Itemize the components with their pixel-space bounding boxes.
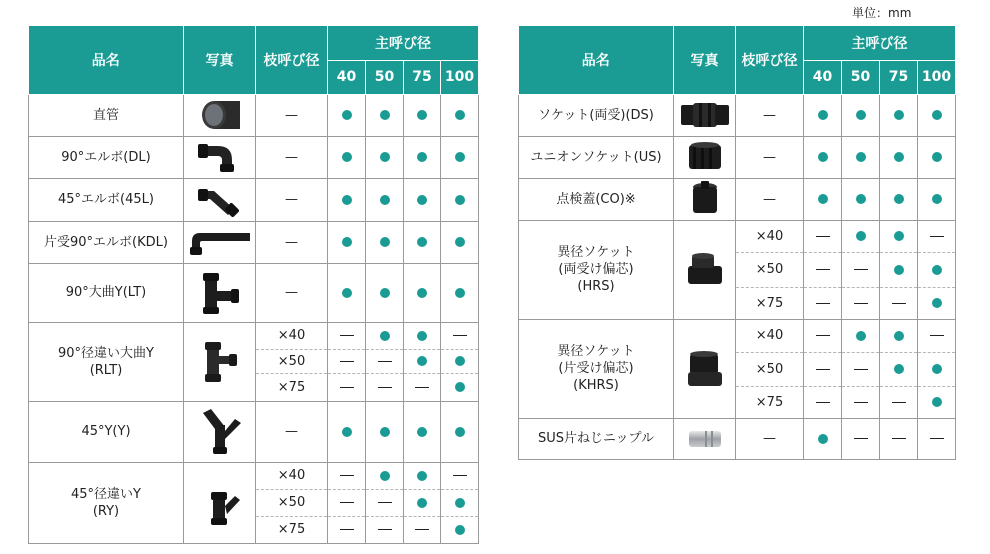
available-dot-icon — [932, 110, 942, 120]
availability-cell-40 — [804, 418, 842, 459]
not-available-dash-icon — [854, 402, 868, 403]
availability-cell-50 — [366, 373, 404, 401]
not-available-dash-icon — [340, 335, 354, 336]
not-available-dash-icon — [892, 438, 906, 439]
available-dot-icon — [342, 195, 352, 205]
available-dot-icon — [455, 110, 465, 120]
availability-cell-100 — [918, 418, 956, 459]
available-dot-icon — [894, 110, 904, 120]
branch-size: ×40 — [736, 319, 804, 352]
availability-cell-40 — [804, 319, 842, 352]
product-photo — [184, 401, 256, 462]
product-name — [519, 220, 674, 319]
available-dot-icon — [342, 427, 352, 437]
header-branch-size: 枝呼び径 — [256, 26, 328, 94]
branch-size: — — [256, 401, 328, 462]
availability-cell-40 — [328, 489, 366, 516]
availability-cell-75 — [880, 319, 918, 352]
product-name — [519, 136, 674, 178]
not-available-dash-icon — [816, 335, 830, 336]
available-dot-icon — [380, 110, 390, 120]
not-available-dash-icon — [378, 502, 392, 503]
table-row — [519, 220, 956, 252]
availability-cell-40 — [804, 252, 842, 287]
product-name-line: 90°エルボ(DL) — [61, 149, 151, 165]
available-dot-icon — [380, 195, 390, 205]
branch-size: — — [256, 221, 328, 263]
availability-cell-100 — [441, 462, 479, 489]
available-dot-icon — [417, 356, 427, 366]
not-available-dash-icon — [378, 529, 392, 530]
available-dot-icon — [894, 231, 904, 241]
product-name — [29, 136, 184, 178]
available-dot-icon — [417, 331, 427, 341]
available-dot-icon — [932, 397, 942, 407]
availability-cell-40 — [328, 136, 366, 178]
branch-size: — — [256, 178, 328, 221]
availability-cell-50 — [366, 322, 404, 349]
branch-size: ×40 — [736, 220, 804, 252]
availability-cell-75 — [880, 252, 918, 287]
not-available-dash-icon — [340, 502, 354, 503]
availability-cell-50 — [366, 136, 404, 178]
available-dot-icon — [932, 364, 942, 374]
availability-cell-40 — [328, 322, 366, 349]
table-row — [519, 418, 956, 459]
product-name-line: 直管 — [92, 107, 119, 123]
availability-cell-40 — [804, 94, 842, 136]
product-photo — [674, 178, 736, 220]
availability-cell-75 — [404, 221, 441, 263]
availability-cell-40 — [328, 349, 366, 373]
not-available-dash-icon — [340, 475, 354, 476]
available-dot-icon — [932, 194, 942, 204]
availability-cell-100 — [441, 373, 479, 401]
availability-cell-75 — [404, 263, 441, 322]
reducing-y-45-icon — [184, 480, 255, 526]
available-dot-icon — [455, 195, 465, 205]
availability-cell-75 — [404, 401, 441, 462]
product-name — [29, 221, 184, 263]
header-size-40: 40 — [804, 60, 842, 94]
product-name — [29, 263, 184, 322]
not-available-dash-icon — [378, 361, 392, 362]
available-dot-icon — [417, 471, 427, 481]
product-name-line: 45°Y(Y) — [81, 424, 131, 439]
product-name-line: 点検蓋(CO)※ — [556, 191, 636, 207]
not-available-dash-icon — [816, 236, 830, 237]
branch-size: — — [256, 263, 328, 322]
table-row — [519, 136, 956, 178]
availability-cell-75 — [880, 352, 918, 386]
not-available-dash-icon — [892, 402, 906, 403]
not-available-dash-icon — [930, 335, 944, 336]
availability-cell-100 — [441, 349, 479, 373]
header-main-size: 主呼び径 — [804, 26, 956, 60]
availability-cell-40 — [328, 462, 366, 489]
fittings-table-right — [518, 26, 956, 460]
availability-cell-40 — [328, 516, 366, 543]
availability-cell-100 — [918, 178, 956, 220]
availability-cell-50 — [842, 418, 880, 459]
product-name — [519, 178, 674, 220]
available-dot-icon — [417, 288, 427, 298]
availability-cell-40 — [804, 287, 842, 319]
product-name — [29, 178, 184, 221]
availability-cell-75 — [404, 178, 441, 221]
availability-cell-100 — [441, 178, 479, 221]
elbow-90-icon — [184, 140, 255, 174]
branch-size: ×75 — [256, 373, 328, 401]
product-name-line: (RY) — [92, 503, 120, 519]
availability-cell-50 — [842, 94, 880, 136]
available-dot-icon — [380, 152, 390, 162]
availability-cell-50 — [842, 386, 880, 418]
available-dot-icon — [856, 110, 866, 120]
table-row — [29, 94, 479, 136]
available-dot-icon — [856, 231, 866, 241]
product-name-line: 45°エルボ(45L) — [58, 192, 154, 207]
available-dot-icon — [417, 110, 427, 120]
available-dot-icon — [417, 195, 427, 205]
availability-cell-75 — [880, 94, 918, 136]
availability-cell-50 — [366, 516, 404, 543]
table-row — [29, 263, 479, 322]
availability-cell-75 — [404, 373, 441, 401]
availability-cell-100 — [918, 136, 956, 178]
branch-size: ×50 — [256, 349, 328, 373]
long-turn-y-icon — [184, 271, 255, 315]
branch-size: — — [736, 178, 804, 220]
not-available-dash-icon — [854, 369, 868, 370]
product-photo — [674, 136, 736, 178]
availability-cell-40 — [328, 373, 366, 401]
availability-cell-100 — [441, 136, 479, 178]
table-body-left — [29, 94, 479, 543]
available-dot-icon — [932, 152, 942, 162]
cleanout-cap-icon — [674, 181, 735, 217]
product-name — [519, 319, 674, 418]
available-dot-icon — [455, 498, 465, 508]
available-dot-icon — [455, 288, 465, 298]
available-dot-icon — [894, 364, 904, 374]
header-main-size: 主呼び径 — [328, 26, 479, 60]
product-photo — [184, 221, 256, 263]
available-dot-icon — [894, 152, 904, 162]
availability-cell-50 — [842, 178, 880, 220]
availability-cell-75 — [404, 322, 441, 349]
availability-cell-50 — [366, 462, 404, 489]
availability-cell-50 — [842, 319, 880, 352]
available-dot-icon — [856, 194, 866, 204]
availability-cell-50 — [842, 287, 880, 319]
availability-cell-40 — [804, 352, 842, 386]
availability-cell-40 — [328, 221, 366, 263]
not-available-dash-icon — [816, 402, 830, 403]
branch-size: — — [256, 94, 328, 136]
table-row — [29, 401, 479, 462]
availability-cell-100 — [441, 401, 479, 462]
availability-cell-100 — [918, 94, 956, 136]
product-name-line: (HRS) — [577, 279, 615, 294]
availability-cell-75 — [404, 462, 441, 489]
branch-size: — — [736, 136, 804, 178]
availability-cell-100 — [918, 352, 956, 386]
availability-cell-75 — [880, 418, 918, 459]
availability-cell-100 — [441, 221, 479, 263]
branch-size: ×75 — [736, 287, 804, 319]
availability-cell-75 — [404, 136, 441, 178]
not-available-dash-icon — [378, 387, 392, 388]
availability-cell-100 — [441, 263, 479, 322]
product-photo — [674, 220, 736, 319]
availability-cell-75 — [404, 94, 441, 136]
available-dot-icon — [894, 265, 904, 275]
available-dot-icon — [455, 356, 465, 366]
available-dot-icon — [818, 152, 828, 162]
branch-size: ×75 — [256, 516, 328, 543]
table-row — [29, 178, 479, 221]
not-available-dash-icon — [340, 361, 354, 362]
branch-size: ×75 — [736, 386, 804, 418]
double-socket-icon — [674, 99, 735, 131]
availability-cell-50 — [366, 263, 404, 322]
not-available-dash-icon — [453, 475, 467, 476]
availability-cell-50 — [842, 136, 880, 178]
product-photo — [674, 94, 736, 136]
product-name — [29, 401, 184, 462]
availability-cell-100 — [918, 220, 956, 252]
availability-cell-75 — [404, 349, 441, 373]
single-socket-elbow-icon — [184, 227, 255, 257]
not-available-dash-icon — [816, 303, 830, 304]
product-name-line: 異径ソケット — [557, 245, 635, 260]
available-dot-icon — [818, 434, 828, 444]
available-dot-icon — [380, 288, 390, 298]
product-name — [29, 94, 184, 136]
product-photo — [184, 136, 256, 178]
header-size-40: 40 — [328, 60, 366, 94]
header-photo: 写真 — [674, 26, 736, 94]
product-photo — [184, 462, 256, 543]
branch-size: ×40 — [256, 462, 328, 489]
product-name — [519, 94, 674, 136]
availability-cell-75 — [880, 386, 918, 418]
availability-cell-50 — [366, 94, 404, 136]
header-size-75: 75 — [404, 60, 441, 94]
product-name-line: ソケット(両受)(DS) — [538, 107, 654, 123]
available-dot-icon — [932, 265, 942, 275]
branch-size: ×50 — [256, 489, 328, 516]
available-dot-icon — [380, 471, 390, 481]
available-dot-icon — [894, 194, 904, 204]
branch-size: ×40 — [256, 322, 328, 349]
availability-cell-75 — [404, 489, 441, 516]
availability-cell-75 — [880, 178, 918, 220]
table-row — [29, 462, 479, 489]
branch-size: ×50 — [736, 252, 804, 287]
availability-cell-50 — [366, 489, 404, 516]
available-dot-icon — [818, 194, 828, 204]
availability-cell-40 — [804, 136, 842, 178]
product-photo — [674, 319, 736, 418]
product-name-line: 90°径違い大曲Y — [58, 345, 154, 361]
table-row — [519, 178, 956, 220]
available-dot-icon — [342, 110, 352, 120]
product-name-line: (RLT) — [89, 362, 123, 378]
availability-cell-50 — [366, 221, 404, 263]
product-photo — [184, 263, 256, 322]
availability-cell-40 — [328, 401, 366, 462]
product-name — [29, 462, 184, 543]
availability-cell-40 — [804, 220, 842, 252]
availability-cell-100 — [918, 287, 956, 319]
header-size-50: 50 — [842, 60, 880, 94]
not-available-dash-icon — [340, 387, 354, 388]
product-photo — [184, 178, 256, 221]
available-dot-icon — [856, 152, 866, 162]
product-name-line: (両受け偏芯) — [558, 262, 634, 277]
available-dot-icon — [856, 331, 866, 341]
table-row — [519, 319, 956, 352]
availability-cell-50 — [366, 349, 404, 373]
availability-cell-50 — [366, 178, 404, 221]
header-branch-size: 枝呼び径 — [736, 26, 804, 94]
straight-pipe-icon — [184, 98, 255, 132]
availability-cell-40 — [804, 386, 842, 418]
availability-cell-75 — [404, 516, 441, 543]
header-name: 品名 — [29, 26, 184, 94]
product-name-line: 90°大曲Y(LT) — [65, 285, 147, 300]
branch-size: — — [736, 94, 804, 136]
reducing-long-turn-y-icon — [184, 340, 255, 384]
not-available-dash-icon — [854, 269, 868, 270]
stainless-nipple-icon — [674, 427, 735, 451]
product-photo — [184, 94, 256, 136]
not-available-dash-icon — [816, 269, 830, 270]
availability-cell-40 — [328, 94, 366, 136]
availability-cell-100 — [918, 319, 956, 352]
branch-size: ×50 — [736, 352, 804, 386]
table-row — [29, 322, 479, 349]
branch-size: — — [736, 418, 804, 459]
availability-cell-100 — [441, 489, 479, 516]
availability-cell-40 — [328, 178, 366, 221]
eccentric-reducer-single-icon — [674, 350, 735, 388]
not-available-dash-icon — [816, 369, 830, 370]
not-available-dash-icon — [415, 387, 429, 388]
not-available-dash-icon — [854, 303, 868, 304]
available-dot-icon — [932, 298, 942, 308]
product-name-line: (片受け偏芯) — [558, 361, 634, 376]
header-size-75: 75 — [880, 60, 918, 94]
available-dot-icon — [342, 152, 352, 162]
not-available-dash-icon — [930, 438, 944, 439]
union-socket-icon — [674, 141, 735, 173]
product-name-line: 45°径違いY — [71, 486, 141, 502]
header-size-100: 100 — [918, 60, 956, 94]
header-name: 品名 — [519, 26, 674, 94]
available-dot-icon — [417, 152, 427, 162]
availability-cell-40 — [804, 178, 842, 220]
available-dot-icon — [380, 237, 390, 247]
header-size-100: 100 — [441, 60, 479, 94]
availability-cell-50 — [842, 220, 880, 252]
available-dot-icon — [417, 237, 427, 247]
not-available-dash-icon — [415, 529, 429, 530]
table-row — [519, 94, 956, 136]
available-dot-icon — [455, 237, 465, 247]
product-name-line: 異径ソケット — [557, 344, 635, 359]
product-name-line: (KHRS) — [573, 378, 619, 393]
available-dot-icon — [894, 331, 904, 341]
product-name-line: SUS片ねじニップル — [538, 431, 654, 446]
product-photo — [184, 322, 256, 401]
table-row — [29, 136, 479, 178]
availability-cell-100 — [441, 94, 479, 136]
not-available-dash-icon — [340, 529, 354, 530]
not-available-dash-icon — [892, 303, 906, 304]
available-dot-icon — [455, 525, 465, 535]
product-name — [29, 322, 184, 401]
available-dot-icon — [455, 427, 465, 437]
unit-label: 単位：mm — [852, 6, 912, 20]
y-45-icon — [184, 409, 255, 455]
availability-cell-50 — [842, 352, 880, 386]
product-name-line: ユニオンソケット(US) — [530, 149, 662, 165]
availability-cell-75 — [880, 287, 918, 319]
eccentric-reducer-double-icon — [674, 252, 735, 288]
available-dot-icon — [342, 237, 352, 247]
available-dot-icon — [380, 331, 390, 341]
header-size-50: 50 — [366, 60, 404, 94]
available-dot-icon — [417, 427, 427, 437]
availability-cell-100 — [918, 386, 956, 418]
available-dot-icon — [818, 110, 828, 120]
product-name-line: 片受90°エルボ(KDL) — [44, 234, 168, 250]
branch-size: — — [256, 136, 328, 178]
availability-cell-100 — [918, 252, 956, 287]
elbow-45-icon — [184, 183, 255, 217]
availability-cell-75 — [880, 136, 918, 178]
available-dot-icon — [455, 382, 465, 392]
availability-cell-100 — [441, 322, 479, 349]
not-available-dash-icon — [453, 335, 467, 336]
available-dot-icon — [417, 498, 427, 508]
available-dot-icon — [342, 288, 352, 298]
product-name — [519, 418, 674, 459]
availability-cell-50 — [842, 252, 880, 287]
not-available-dash-icon — [930, 236, 944, 237]
availability-cell-50 — [366, 401, 404, 462]
table-row — [29, 221, 479, 263]
fittings-table-left — [28, 26, 479, 544]
product-photo — [674, 418, 736, 459]
available-dot-icon — [455, 152, 465, 162]
available-dot-icon — [380, 427, 390, 437]
availability-cell-100 — [441, 516, 479, 543]
availability-cell-40 — [328, 263, 366, 322]
header-photo: 写真 — [184, 26, 256, 94]
availability-cell-75 — [880, 220, 918, 252]
table-body-right — [519, 94, 956, 459]
not-available-dash-icon — [854, 438, 868, 439]
